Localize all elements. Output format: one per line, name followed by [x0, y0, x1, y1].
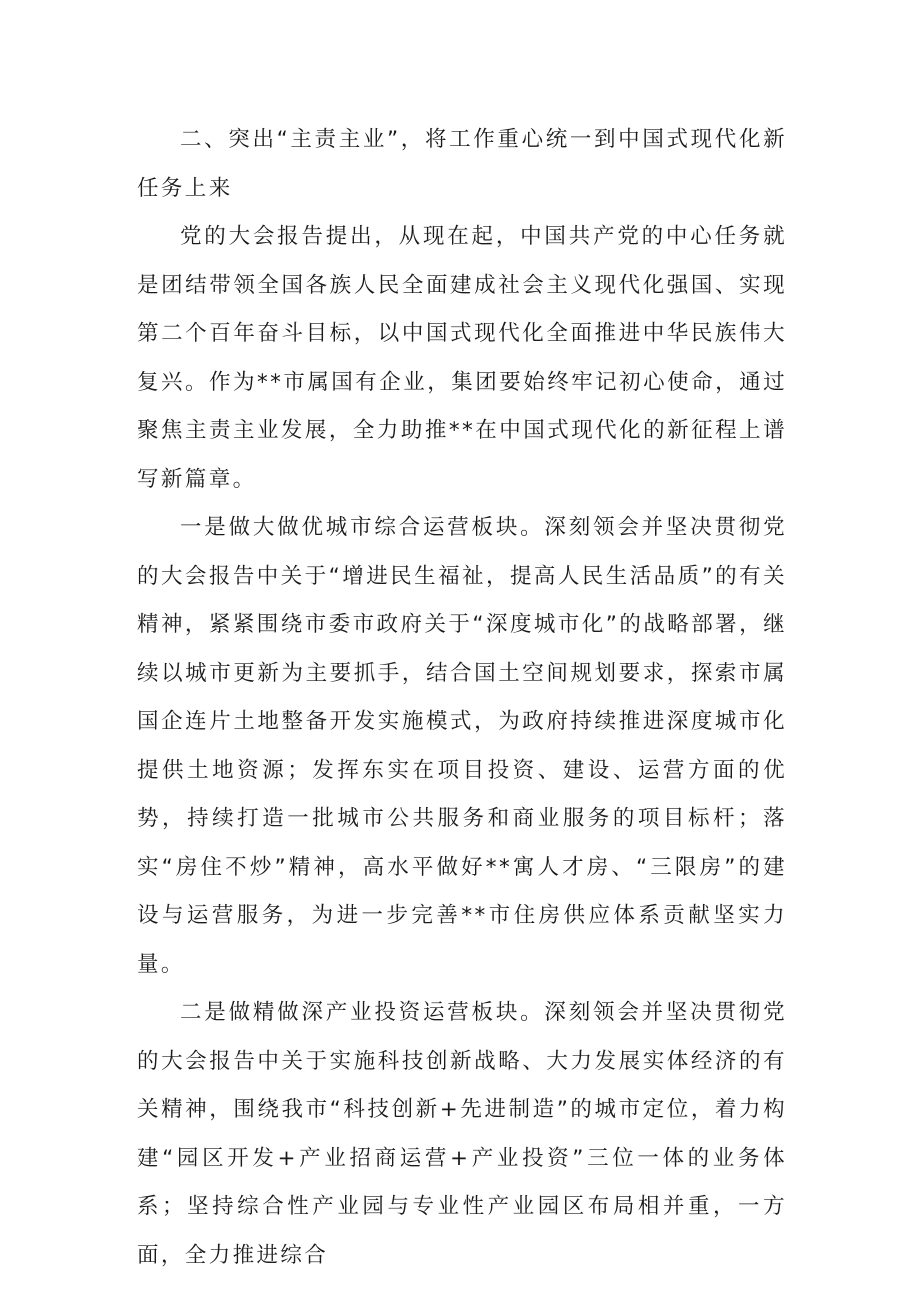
paragraph-urban-operations: 一是做大做优城市综合运营板块。深刻领会并坚决贯彻党的大会报告中关于“增进民生福祉，提高人民生活品质”的有关精神，紧紧围绕市委市政府关于“深度城市化”的战略部署，继续以城市更新为主要抓手，结合国土空间规划要求，探索市属国企连片土地整备开发实施模式，为政府持续推进深度城市化提供土地资源；发挥东实在项目投资、建设、运营方面的优势，持续打造一批城市公共服务和商业服务的项目标杆；落实“房住不炒”精神，高水平做好**寓人才房、“三限房”的建设与运营服务，为进一步完善**市住房供应体系贡献坚实力量。: [137, 515, 787, 977]
paragraph-industrial-investment: 二是做精做深产业投资运营板块。深刻领会并坚决贯彻党的大会报告中关于实施科技创新战略、大力发展实体经济的有关精神，围绕我市“科技创新+先进制造”的城市定位，着力构建“园区开发+产业招商运营+产业投资”三位一体的业务体系；坚持综合性产业园与专业性产业园区布局相并重，一方面，全力推进综合: [137, 1000, 787, 1268]
document-body: [137, 116, 787, 1280]
section-heading: 二、突出“主责主业”，将工作重心统一到中国式现代化新任务上来: [137, 127, 787, 201]
paragraph-intro: 党的大会报告提出，从现在起，中国共产党的中心任务就是团结带领全国各族人民全面建成社会主义现代化强国、实现第二个百年奋斗目标，以中国式现代化全面推进中华民族伟大复兴。作为**市属国有企业，集团要始终牢记初心使命，通过聚焦主责主业发展，全力助推**在中国式现代化的新征程上谱写新篇章。: [137, 224, 787, 492]
